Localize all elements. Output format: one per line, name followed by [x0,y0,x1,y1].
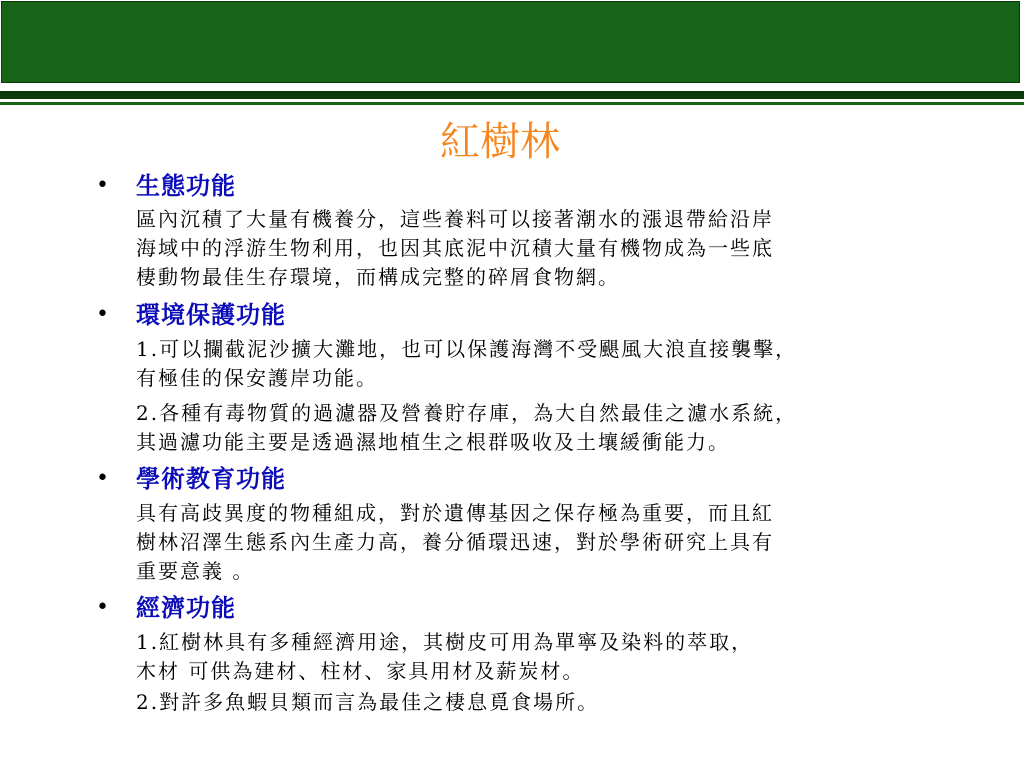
section-title: 生態功能 [136,171,236,200]
section-ecology [96,168,1000,292]
section-heading [96,297,1000,333]
bullet-dot: • [96,595,109,620]
section-paragraph: 區內沉積了大量有機養分，這些養料可以接著潮水的漲退帶給沿岸 海域中的浮游生物利用，也因其底泥中沉積大量有機物成為一些底 棲動物最佳生存環境，而構成完整的碎屑食物網。 [136,207,774,289]
section-heading [96,461,1000,497]
header-bar [1,1,1020,83]
section-paragraph: 2.對許多魚蝦貝類而言為最佳之棲息覓食場所。 [136,690,600,714]
bullet-dot: • [96,173,109,198]
section-title: 經濟功能 [136,593,236,622]
section-environment [96,297,1000,457]
header-divider-thick [0,91,1024,99]
section-economic [96,590,1000,717]
slide-title: 紅樹林 [440,119,560,165]
section-heading [96,590,1000,626]
bullet-dot: • [96,466,109,491]
section-paragraph: 具有高歧異度的物種組成，對於遺傳基因之保存極為重要，而且紅 樹林沼澤生態系內生產力高，養分循環迅速，對於學術研究上具有 重要意義 。 [136,501,774,583]
section-paragraph: 1.紅樹林具有多種經濟用途，其樹皮可用為單寧及染料的萃取， 木材 可供為建材、柱材、家具用材及薪炭材。 [136,630,754,683]
section-paragraph: 1.可以攔截泥沙擴大灘地，也可以保護海灣不受颶風大浪直接襲擊， 有極佳的保安護岸功能。 [136,337,798,390]
section-title: 學術教育功能 [136,464,286,493]
bullet-dot: • [96,302,109,327]
section-title: 環境保護功能 [136,300,286,329]
section-paragraph: 2.各種有毒物質的過濾器及營養貯存庫，為大自然最佳之濾水系統， 其過濾功能主要是透過濕地植生之根群吸收及土壤緩衝能力。 [136,401,798,454]
header-divider-thin [0,102,1024,105]
section-academic [96,461,1000,586]
section-heading [96,168,1000,204]
slide-content [96,168,1000,717]
